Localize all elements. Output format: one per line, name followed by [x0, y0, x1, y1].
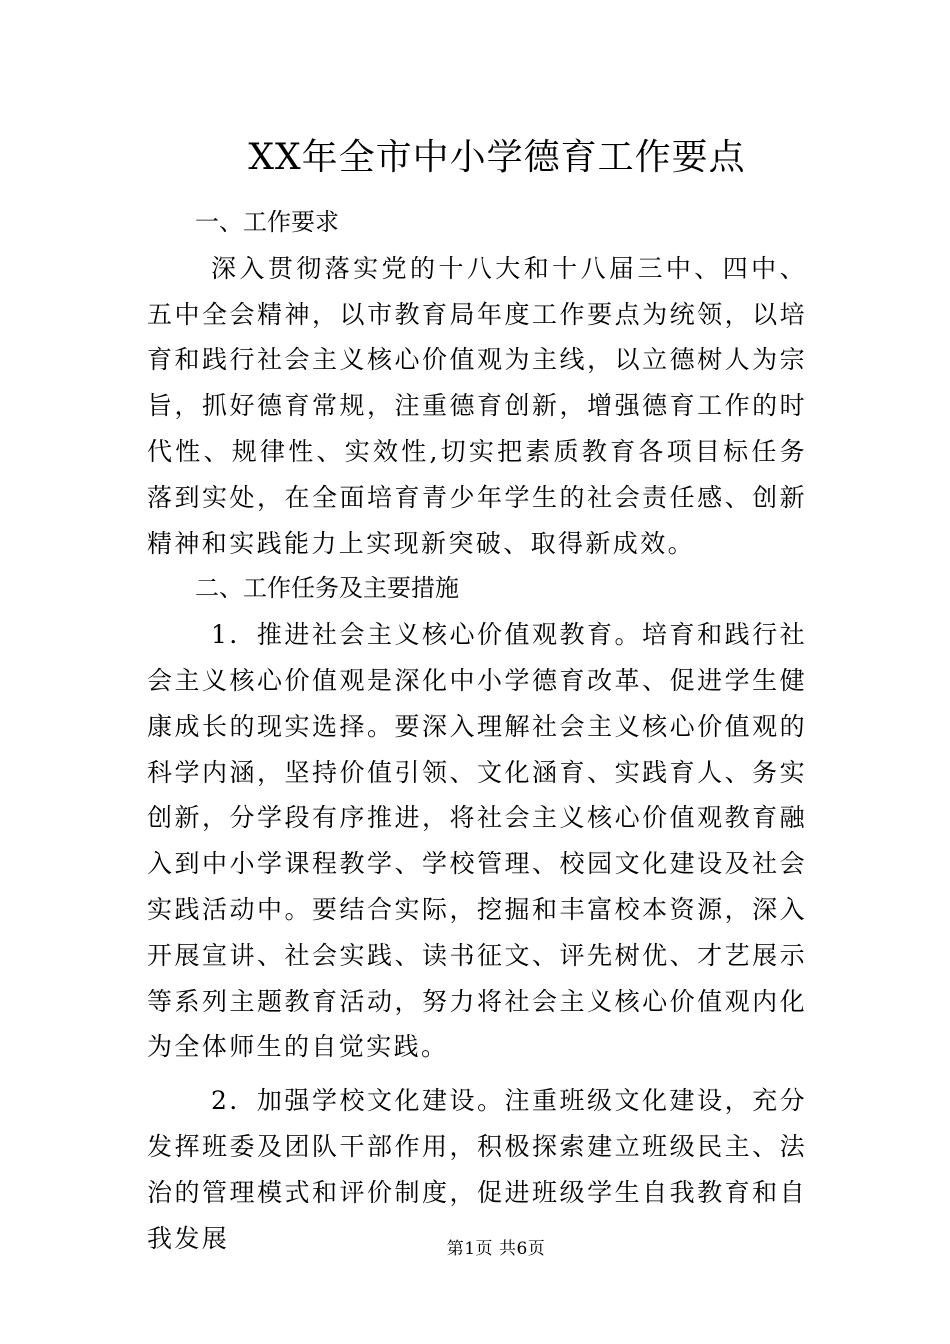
document-title: XX年全市中小学德育工作要点 [248, 137, 746, 178]
section-heading-tasks: 二、工作任务及主要措施 [195, 574, 459, 603]
document-body [147, 200, 807, 1261]
section-heading-requirements: 一、工作要求 [195, 208, 339, 236]
paragraph-task-2: 2．加强学校文化建设。注重班级文化建设，充分发挥班委及团队干部作用，积极探索建立班级民主、法治的管理模式和评价制度，促进班级学生自我教育和自我发展 [147, 1086, 807, 1253]
paragraph-task-1: 1．推进社会主义核心价值观教育。培育和践行社会主义核心价值观是深化中小学德育改革、促进学生健康成长的现实选择。要深入理解社会主义核心价值观的科学内涵，坚持价值引领、文化涵育、实践育人、务实创新，分学段有序推进，将社会主义核心价值观教育融入到中小学课程教学、学校管理、校园文化建设及社会实践活动中。要结合实际，挖掘和丰富校本资源，深入开展宣讲、社会实践、读书征文、评先树优、才艺展示等系列主题教育活动，努力将社会主义核心价值观内化为全体师生的自觉实践。 [147, 620, 807, 1062]
page-number-footer: 第1页 共6页 [446, 1239, 546, 1259]
paragraph-requirements: 深入贯彻落实党的十八大和十八届三中、四中、五中全会精神，以市教育局年度工作要点为统领，以培育和践行社会主义核心价值观为主线，以立德树人为宗旨，抓好德育常规，注重德育创新，增强德育工作的时代性、规律性、实效性,切实把素质教育各项目标任务落到实处，在全面培育青少年学生的社会责任感、创新精神和实践能力上实现新突破、取得新成效。 [147, 253, 807, 558]
